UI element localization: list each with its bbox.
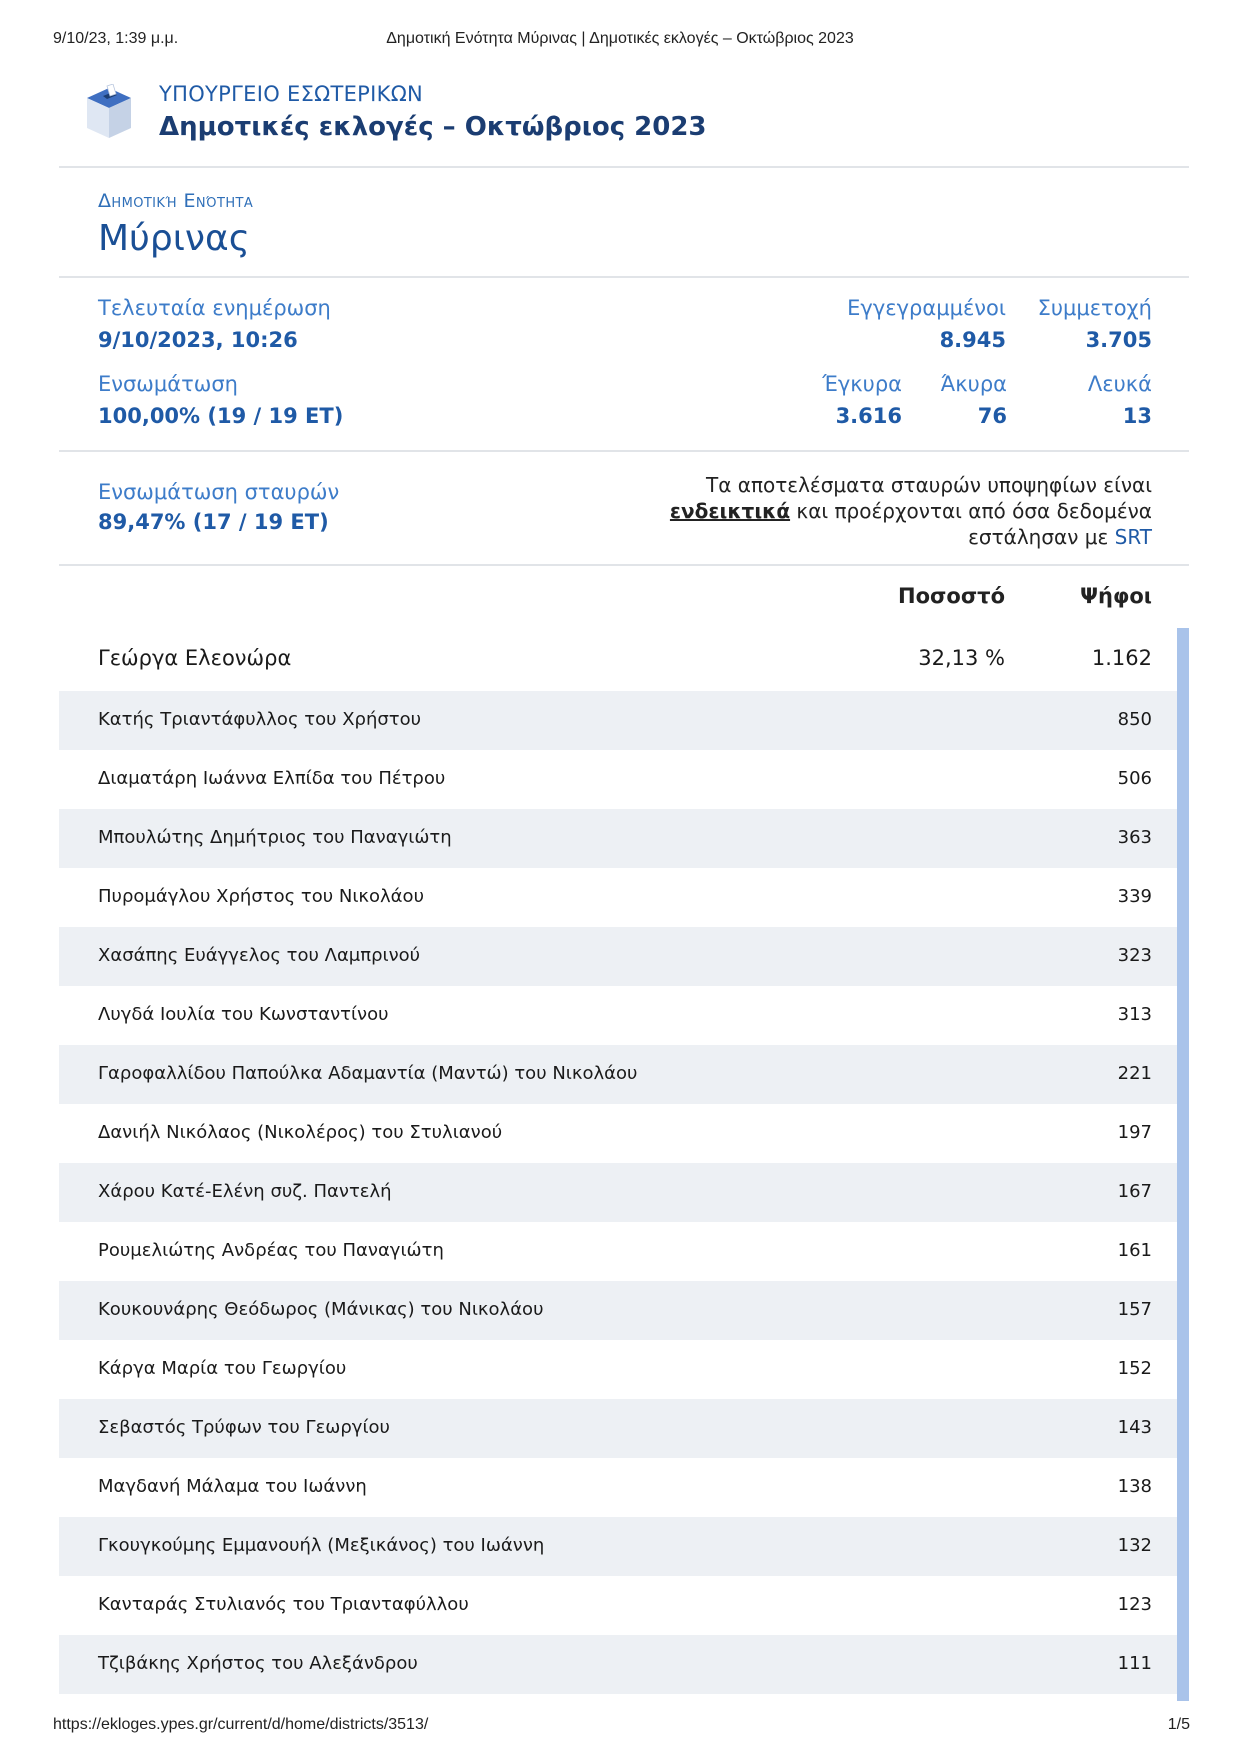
candidate-row[interactable] (59, 1104, 1177, 1163)
candidate-votes: 221 (1117, 1063, 1152, 1084)
turnout-value: 3.705 (1085, 328, 1152, 352)
valid-value: 3.616 (835, 404, 902, 428)
blank-value: 13 (1122, 404, 1152, 428)
integration-value: 100,00% (19 / 19 ΕΤ) (98, 404, 344, 428)
candidate-row[interactable] (59, 986, 1177, 1045)
candidate-row[interactable] (59, 1635, 1177, 1694)
candidate-name: Μαγδανή Μάλαμα του Ιωάννη (98, 1476, 367, 1497)
integration-label: Ενσωμάτωση (98, 372, 238, 396)
candidate-row[interactable] (59, 1045, 1177, 1104)
note-text-after: και προέρχονται από όσα δεδομένα εστάλησαν με (796, 499, 1152, 549)
district-kicker: Δημοτική Ενότητα (98, 190, 254, 212)
candidate-row[interactable] (59, 1163, 1177, 1222)
note-indicative: ενδεικτικά (669, 499, 791, 523)
candidate-name: Γαροφαλλίδου Παπούλκα Αδαμαντία (Μαντώ) του Νικολάου (98, 1063, 638, 1084)
print-footer (0, 1716, 1240, 1738)
candidate-name: Πυρομάγλου Χρήστος του Νικολάου (98, 886, 424, 907)
leader-votes: 1.162 (1091, 646, 1152, 670)
candidate-name: Κατής Τριαντάφυλλος του Χρήστου (98, 709, 422, 730)
candidate-votes: 123 (1117, 1594, 1152, 1615)
col-votes-header: Ψήφοι (1080, 584, 1152, 608)
ministry-name: ΥΠΟΥΡΓΕΙΟ ΕΣΩΤΕΡΙΚΩΝ (159, 82, 424, 106)
candidate-row[interactable] (59, 1576, 1177, 1635)
print-url[interactable]: https://ekloges.ypes.gr/current/d/home/districts/3513/ (53, 1716, 429, 1733)
candidate-row[interactable] (59, 1222, 1177, 1281)
leader-name: Γεώργα Ελεονώρα (98, 646, 292, 670)
candidate-row[interactable] (59, 809, 1177, 868)
candidate-row[interactable] (59, 1458, 1177, 1517)
candidate-votes: 138 (1117, 1476, 1152, 1497)
candidate-name: Χασάπης Ευάγγελος του Λαμπρινού (98, 945, 421, 966)
candidate-votes: 339 (1117, 886, 1152, 907)
candidate-name: Κουκουνάρης Θεόδωρος (Μάνικας) του Νικολάου (98, 1299, 544, 1320)
print-page-number: 1/5 (1167, 1716, 1190, 1733)
candidate-name: Κάργα Μαρία του Γεωργίου (98, 1358, 347, 1379)
candidate-votes: 143 (1117, 1417, 1152, 1438)
results-header (59, 566, 1189, 628)
cross-votes-value: 89,47% (17 / 19 ΕΤ) (98, 510, 329, 534)
accent-bar (1177, 628, 1189, 1701)
cross-votes-label: Ενσωμάτωση σταυρών (98, 480, 340, 504)
candidate-votes: 152 (1117, 1358, 1152, 1379)
valid-label: Έγκυρα (822, 372, 902, 396)
candidate-votes: 323 (1117, 945, 1152, 966)
srt-link[interactable]: SRT (1114, 525, 1152, 549)
leader-row[interactable] (59, 628, 1189, 691)
print-page-title: Δημοτική Ενότητα Μύρινας | Δημοτικές εκλογές – Οκτώβριος 2023 (386, 30, 854, 47)
print-header (0, 30, 1240, 52)
candidate-name: Γκουγκούμης Εμμανουήλ (Μεξικάνος) του Ιωάννη (98, 1535, 545, 1556)
page-content (59, 74, 1189, 1694)
candidate-name: Κανταράς Στυλιανός του Τριανταφύλλου (98, 1594, 469, 1615)
candidate-row[interactable] (59, 927, 1177, 986)
candidate-votes: 167 (1117, 1181, 1152, 1202)
candidate-row[interactable] (59, 1340, 1177, 1399)
site-title[interactable]: Δημοτικές εκλογές – Οκτώβριος 2023 (159, 112, 707, 142)
candidate-name: Χάρου Κατέ-Ελένη συζ. Παντελή (98, 1181, 392, 1202)
candidate-name: Δανιήλ Νικόλαος (Νικολέρος) του Στυλιανού (98, 1122, 503, 1143)
registered-value: 8.945 (939, 328, 1006, 352)
invalid-value: 76 (977, 404, 1007, 428)
results-table (59, 566, 1189, 1694)
candidate-votes: 850 (1117, 709, 1152, 730)
invalid-label: Άκυρα (940, 372, 1007, 396)
blank-label: Λευκά (1087, 372, 1152, 396)
registered-label: Εγγεγραμμένοι (847, 296, 1006, 320)
col-percent-header: Ποσοστό (898, 584, 1005, 608)
note-text-before: Τα αποτελέσματα σταυρών υποψηφίων είναι (706, 473, 1152, 497)
candidate-name: Τζιβάκης Χρήστος του Αλεξάνδρου (98, 1653, 418, 1674)
candidate-votes: 363 (1117, 827, 1152, 848)
candidate-row[interactable] (59, 691, 1177, 750)
candidate-votes: 132 (1117, 1535, 1152, 1556)
cross-votes-panel (59, 452, 1189, 566)
stats-panel (59, 278, 1189, 452)
candidate-votes: 197 (1117, 1122, 1152, 1143)
candidate-row[interactable] (59, 1517, 1177, 1576)
candidate-name: Μπουλώτης Δημήτριος του Παναγιώτη (98, 827, 452, 848)
candidate-name: Διαματάρη Ιωάννα Ελπίδα του Πέτρου (98, 768, 446, 789)
ballot-box-icon[interactable] (83, 84, 135, 140)
candidate-row[interactable] (59, 1399, 1177, 1458)
turnout-label: Συμμετοχή (1037, 296, 1152, 320)
candidate-row[interactable] (59, 750, 1177, 809)
site-header (59, 74, 1189, 168)
print-datetime: 9/10/23, 1:39 μ.μ. (53, 30, 179, 47)
district-name: Μύρινας (98, 218, 250, 259)
candidate-row[interactable] (59, 1281, 1177, 1340)
candidate-votes: 506 (1117, 768, 1152, 789)
candidate-row[interactable] (59, 868, 1177, 927)
district-heading (59, 168, 1189, 278)
cross-votes-note (632, 472, 1152, 550)
candidate-name: Σεβαστός Τρύφων του Γεωργίου (98, 1417, 390, 1438)
candidate-votes: 161 (1117, 1240, 1152, 1261)
last-update-label: Τελευταία ενημέρωση (98, 296, 331, 320)
last-update-value: 9/10/2023, 10:26 (98, 328, 298, 352)
candidate-name: Ρουμελιώτης Ανδρέας του Παναγιώτη (98, 1240, 444, 1261)
leader-percent: 32,13 % (918, 646, 1005, 670)
candidate-votes: 111 (1117, 1653, 1152, 1674)
candidate-votes: 313 (1117, 1004, 1152, 1025)
candidate-votes: 157 (1117, 1299, 1152, 1320)
candidate-name: Λυγδά Ιουλία του Κωνσταντίνου (98, 1004, 389, 1025)
